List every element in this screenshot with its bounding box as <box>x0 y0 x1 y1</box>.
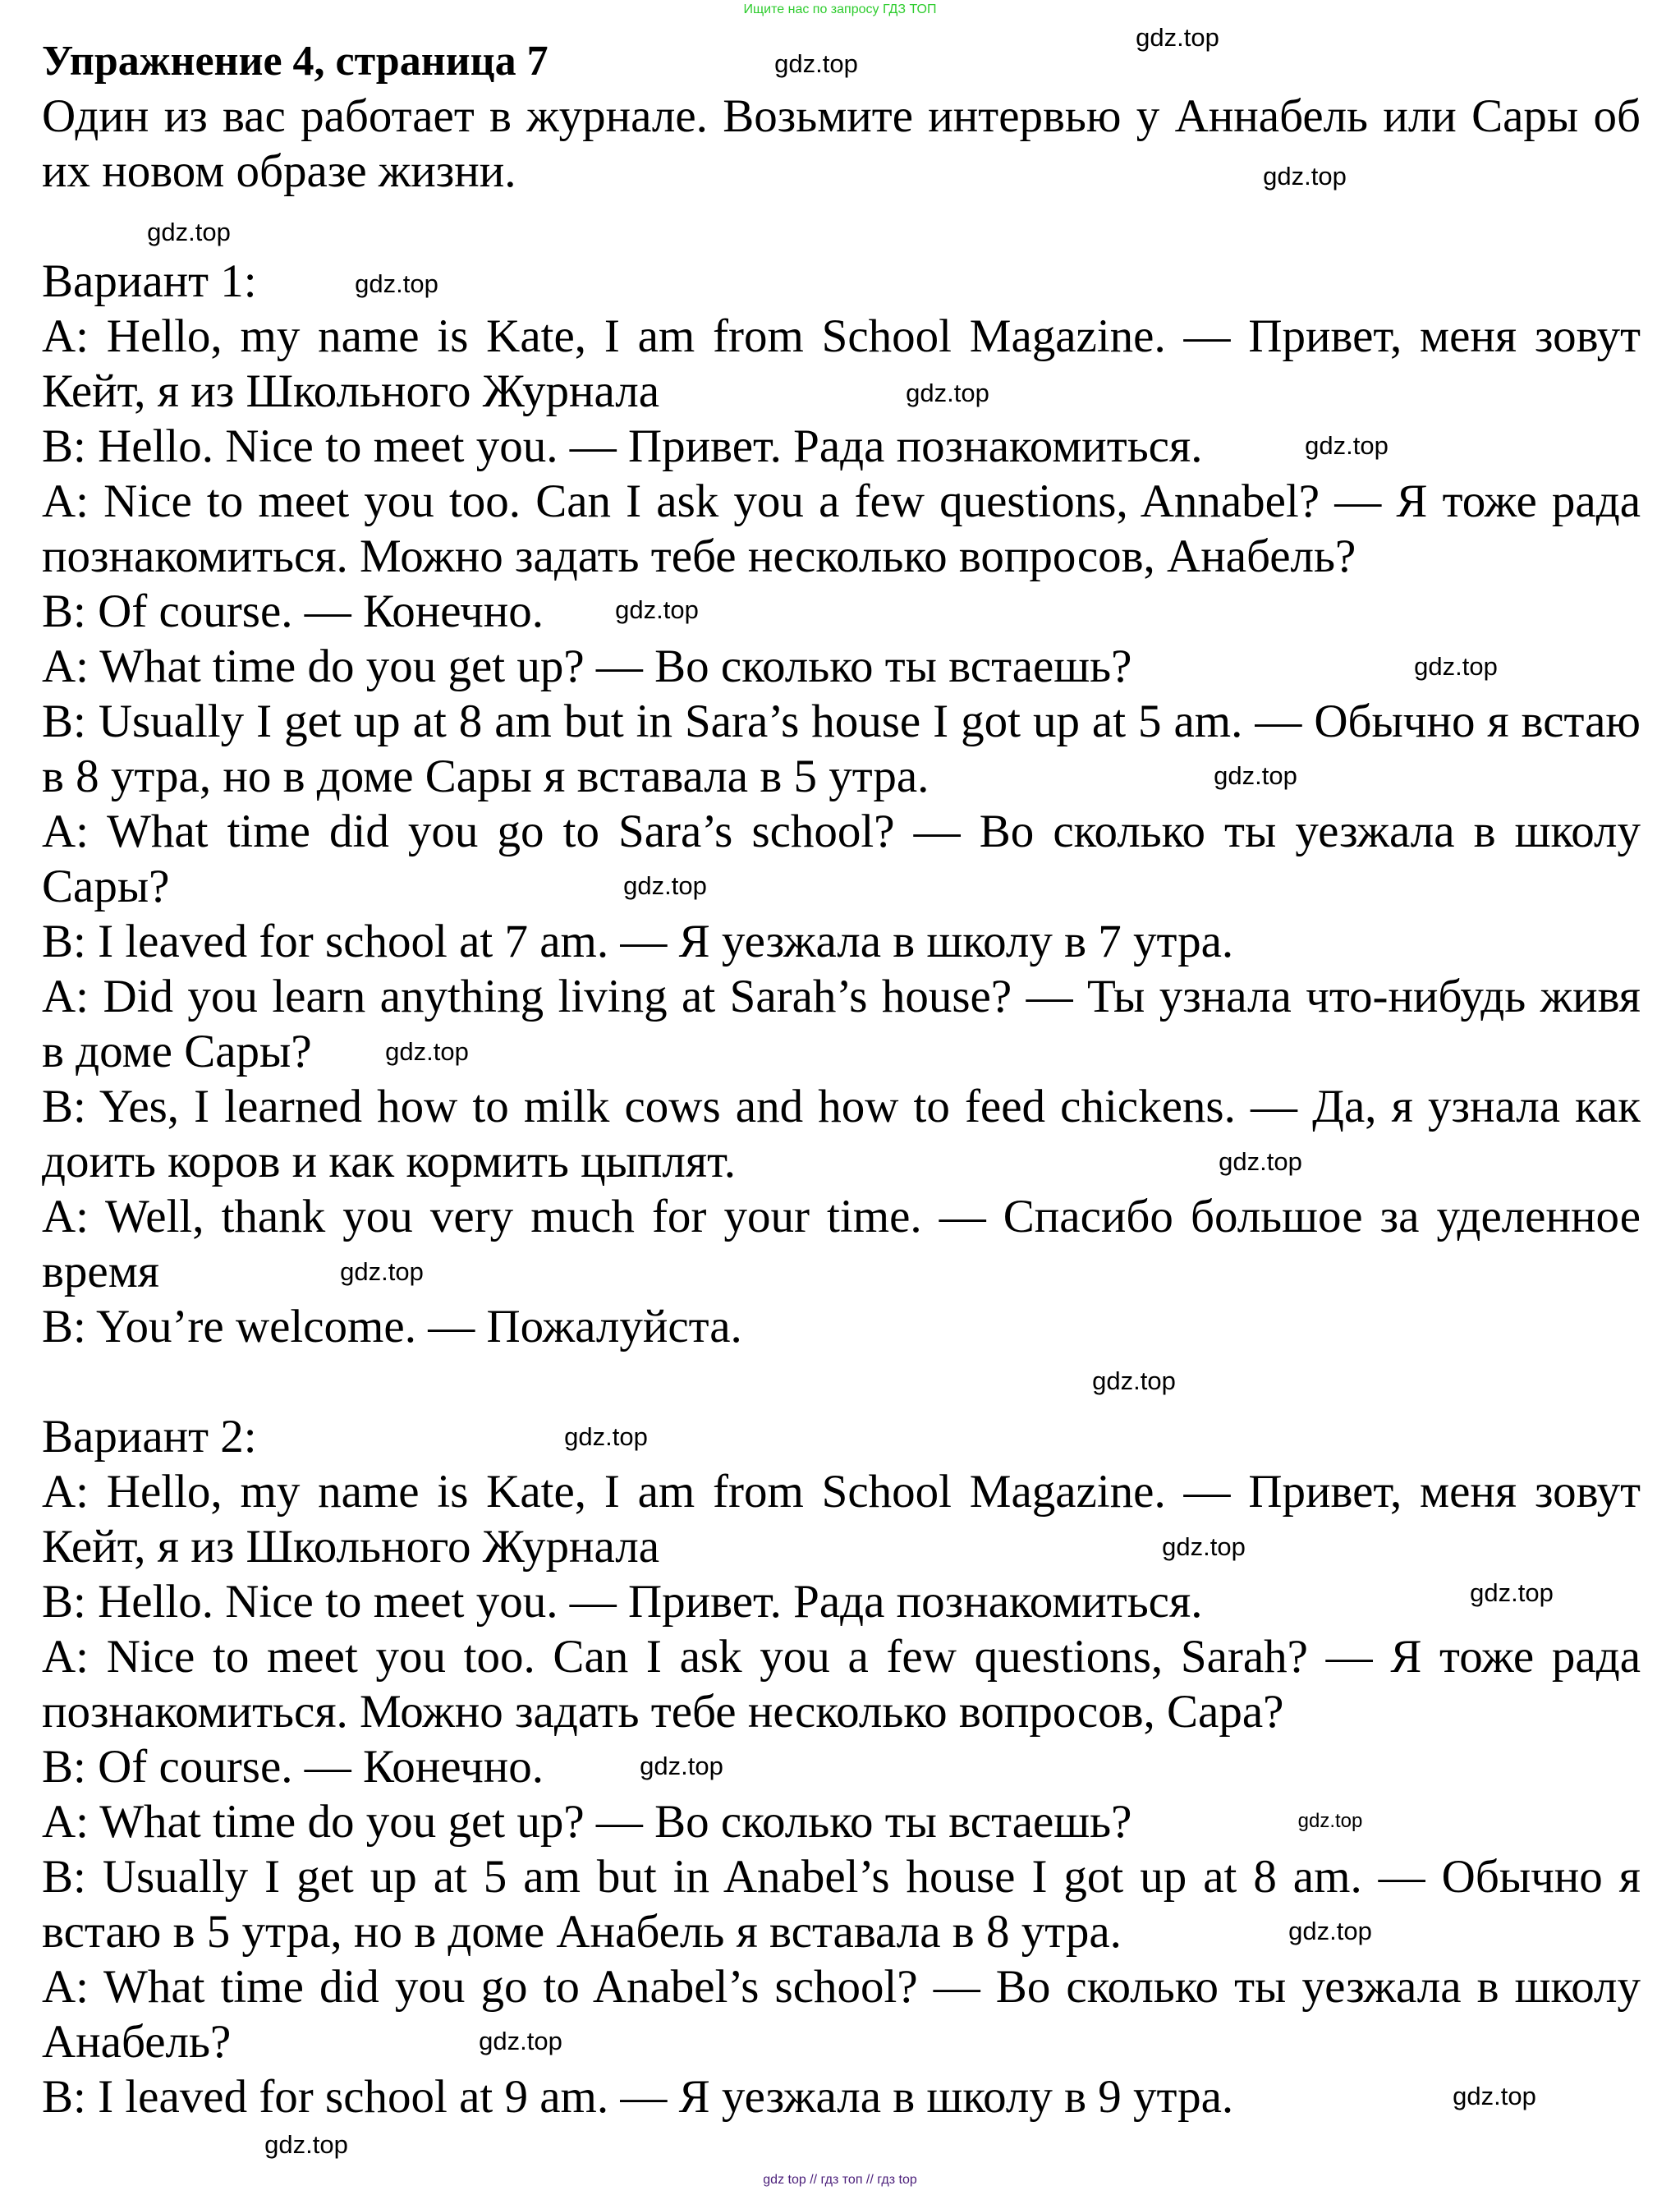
watermark: gdz.top <box>479 2027 562 2055</box>
text-line: A: Nice to meet you too. Can I ask you a few questions, Annabel? — Я тоже рада <box>42 475 1641 527</box>
blank-line <box>42 1354 1641 1409</box>
blank-line <box>42 199 1641 254</box>
text-line: их новом образе жизни. <box>42 145 516 197</box>
watermark: gdz.top <box>1453 2082 1536 2110</box>
watermark: gdz.top <box>1263 162 1347 191</box>
text-line: A: Well, thank you very much for your time. — Спасибо большое за уделенное <box>42 1191 1641 1242</box>
watermark: gdz.top <box>385 1037 469 1066</box>
text-line: B: You’re welcome. — Пожалуйста. <box>42 1301 742 1352</box>
text-line: Кейт, я из Школьного Журнала <box>42 1521 660 1573</box>
text-line: B: Hello. Nice to meet you. — Привет. Рада познакомиться. <box>42 420 1203 472</box>
text-line: доить коров и как кормить цыплят. <box>42 1136 736 1187</box>
text-line: познакомиться. Можно задать тебе несколько вопросов, Анабель? <box>42 530 1356 582</box>
watermark: gdz.top <box>340 1257 424 1286</box>
watermark: gdz.top <box>564 1422 648 1451</box>
text-line: B: Usually I get up at 8 am but in Sara’s house I got up at 5 am. — Обычно я встаю <box>42 696 1641 747</box>
text-line: A: Hello, my name is Kate, I am from School Magazine. — Привет, меня зовут <box>42 1466 1641 1518</box>
watermark: gdz.top <box>147 218 231 246</box>
watermark: gdz.top <box>1297 1810 1363 1832</box>
text-line: A: Hello, my name is Kate, I am from School Magazine. — Привет, меня зовут <box>42 310 1641 362</box>
text-line: B: Yes, I learned how to milk cows and how to feed chickens. — Да, я узнала как <box>42 1081 1641 1132</box>
text-line: Сары? <box>42 861 170 912</box>
search-hint-banner: Ищите нас по запросу ГДЗ ТОП <box>743 2 937 16</box>
watermark: gdz.top <box>774 49 858 78</box>
text-line: познакомиться. Можно задать тебе несколько вопросов, Сара? <box>42 1686 1284 1738</box>
watermark: gdz.top <box>1092 1366 1176 1395</box>
text-line: в доме Сары? <box>42 1026 312 1077</box>
text-line: A: What time did you go to Anabel’s school? — Во сколько ты уезжала в школу <box>42 1961 1641 2013</box>
page-title: Упражнение 4, страница 7 <box>42 38 549 85</box>
watermark: gdz.top <box>623 871 707 900</box>
text-line: A: What time did you go to Sara’s school? — Во сколько ты уезжала в школу <box>42 806 1641 857</box>
watermark: gdz.top <box>1470 1578 1554 1607</box>
text-line: в 8 утра, но в доме Сары я вставала в 5 утра. <box>42 751 930 802</box>
text-line: B: Usually I get up at 5 am but in Anabel’s house I got up at 8 am. — Обычно я <box>42 1851 1641 1903</box>
text-line: B: I leaved for school at 7 am. — Я уезжала в школу в 7 утра. <box>42 916 1234 967</box>
text-line: B: I leaved for school at 9 am. — Я уезжала в школу в 9 утра. <box>42 2071 1234 2123</box>
watermark: gdz.top <box>640 1752 723 1780</box>
text-line: B: Hello. Nice to meet you. — Привет. Рада познакомиться. <box>42 1576 1203 1628</box>
watermark: gdz.top <box>1162 1532 1246 1561</box>
text-line: Один из вас работает в журнале. Возьмите интервью у Аннабель или Сары об <box>42 90 1641 142</box>
text-line: A: Nice to meet you too. Can I ask you a few questions, Sarah? — Я тоже рада <box>42 1631 1641 1683</box>
footer-links: gdz top // гдз топ // гдз top <box>763 2173 917 2187</box>
watermark: gdz.top <box>906 379 989 407</box>
watermark: gdz.top <box>1288 1917 1372 1945</box>
watermark: gdz.top <box>1136 23 1219 52</box>
text-line: B: Of course. — Конечно. <box>42 585 544 637</box>
watermark: gdz.top <box>1219 1147 1302 1176</box>
variant-heading: Вариант 1: <box>42 255 257 307</box>
text-line: A: Did you learn anything living at Sarah’s house? — Ты узнала что-нибудь живя <box>42 971 1641 1022</box>
watermark: gdz.top <box>1214 761 1297 790</box>
variant-heading: Вариант 2: <box>42 1411 257 1463</box>
watermark: gdz.top <box>1305 431 1389 460</box>
text-line: Анабель? <box>42 2016 232 2068</box>
text-line: время <box>42 1246 160 1297</box>
watermark: gdz.top <box>615 595 699 624</box>
watermark: gdz.top <box>355 269 438 298</box>
watermark: gdz.top <box>264 2130 348 2159</box>
watermark: gdz.top <box>1414 652 1498 681</box>
text-line: A: What time do you get up? — Во сколько ты встаешь? <box>42 641 1132 692</box>
text-line: Кейт, я из Школьного Журнала <box>42 365 660 417</box>
text-line: встаю в 5 утра, но в доме Анабель я вставала в 8 утра. <box>42 1906 1122 1958</box>
text-line: B: Of course. — Конечно. <box>42 1741 544 1793</box>
text-line: A: What time do you get up? — Во сколько ты встаешь? <box>42 1796 1132 1848</box>
exercise-text <box>42 34 1641 2124</box>
